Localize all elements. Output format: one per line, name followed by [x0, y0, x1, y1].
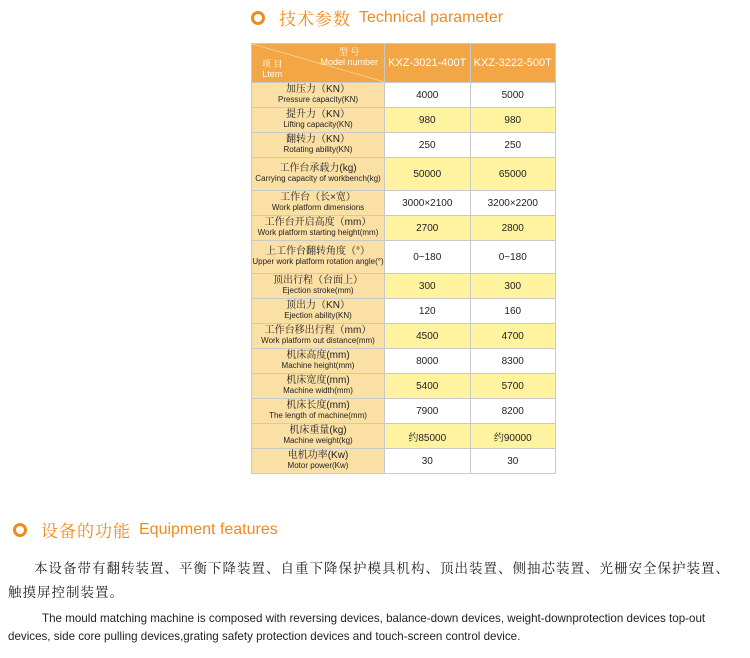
value-cell-model-1: 0~180 — [385, 241, 471, 274]
value-cell-model-2: 300 — [470, 274, 556, 299]
item-name-cn: 上工作台翻转角度（°） — [266, 246, 370, 257]
features-body-en: The mould matching machine is composed with reversing devices, balance-down devices, weight-downprotection devices top-out devices, side core pulling devices,grating safety protection devices and touch-screen control device. — [8, 612, 706, 643]
item-cell — [252, 158, 385, 191]
item-name-cn: 工作台（长×宽） — [280, 192, 356, 203]
technical-parameter-heading — [251, 5, 503, 30]
heading-title-cn: 技术参数 — [279, 10, 351, 30]
value-cell-model-1: 120 — [385, 299, 471, 324]
circle-bullet-icon — [251, 11, 265, 25]
item-name-cn: 机床长度(mm) — [286, 400, 350, 411]
heading-title-en: Equipment features — [139, 520, 278, 538]
value-cell-model-2: 5700 — [470, 374, 556, 399]
value-cell-model-1: 2700 — [385, 216, 471, 241]
table-row — [252, 299, 556, 324]
table-row — [252, 133, 556, 158]
value-cell-model-2: 约90000 — [470, 424, 556, 449]
item-name-cn: 顶出行程（台面上） — [273, 275, 363, 286]
table-row — [252, 424, 556, 449]
value-cell-model-1: 4000 — [385, 83, 471, 108]
model-label-cn: 型 号 — [338, 47, 360, 57]
model-label-en: Model number — [320, 57, 378, 67]
item-name-cn: 顶出力（KN） — [286, 300, 350, 311]
item-cell — [252, 374, 385, 399]
item-name-en: The length of machine(mm) — [269, 411, 367, 420]
item-cell — [252, 241, 385, 274]
table-row — [252, 191, 556, 216]
table-row — [252, 374, 556, 399]
value-cell-model-1: 5400 — [385, 374, 471, 399]
item-cell — [252, 83, 385, 108]
table-row — [252, 449, 556, 474]
value-cell-model-2: 2800 — [470, 216, 556, 241]
item-name-cn: 提升力（KN） — [286, 109, 350, 120]
corner-header-cell — [252, 44, 385, 83]
value-cell-model-2: 0~180 — [470, 241, 556, 274]
item-name-en: Machine weight(kg) — [283, 436, 353, 445]
item-name-en: Upper work platform rotation angle(°) — [252, 257, 384, 266]
value-cell-model-2: 5000 — [470, 83, 556, 108]
model-header-2: KXZ-3222-500T — [470, 44, 556, 83]
item-label-en: Ltem — [262, 69, 283, 79]
circle-bullet-icon — [13, 523, 27, 537]
item-name-en: Machine height(mm) — [281, 361, 355, 370]
value-cell-model-1: 7900 — [385, 399, 471, 424]
value-cell-model-1: 980 — [385, 108, 471, 133]
table-row — [252, 399, 556, 424]
table-row — [252, 158, 556, 191]
item-name-cn: 机床高度(mm) — [286, 350, 350, 361]
value-cell-model-2: 160 — [470, 299, 556, 324]
value-cell-model-2: 250 — [470, 133, 556, 158]
value-cell-model-2: 8200 — [470, 399, 556, 424]
item-name-cn: 工作台承载力(kg) — [279, 163, 357, 174]
item-cell — [252, 349, 385, 374]
item-cell — [252, 274, 385, 299]
value-cell-model-1: 250 — [385, 133, 471, 158]
spec-table — [251, 43, 556, 474]
item-name-cn: 机床宽度(mm) — [286, 375, 350, 386]
value-cell-model-2: 30 — [470, 449, 556, 474]
item-cell — [252, 399, 385, 424]
item-name-en: Work platform dimensions — [271, 203, 365, 212]
table-row — [252, 349, 556, 374]
item-name-en: Motor power(Kw) — [287, 461, 349, 470]
value-cell-model-1: 8000 — [385, 349, 471, 374]
item-name-cn: 加压力（KN） — [286, 84, 350, 95]
item-label-cn: 项 目 — [262, 59, 283, 69]
item-cell — [252, 424, 385, 449]
item-name-cn: 机床重量(kg) — [289, 425, 347, 436]
value-cell-model-2: 65000 — [470, 158, 556, 191]
table-row — [252, 324, 556, 349]
value-cell-model-1: 30 — [385, 449, 471, 474]
value-cell-model-2: 3200×2200 — [470, 191, 556, 216]
value-cell-model-2: 980 — [470, 108, 556, 133]
item-name-cn: 工作台开启高度（mm） — [264, 217, 372, 228]
item-cell — [252, 449, 385, 474]
item-name-en: Work platform out distance(mm) — [261, 336, 375, 345]
table-row — [252, 241, 556, 274]
value-cell-model-1: 3000×2100 — [385, 191, 471, 216]
item-name-cn: 翻转力（KN） — [286, 134, 350, 145]
value-cell-model-1: 约85000 — [385, 424, 471, 449]
features-body-cn: 本设备带有翻转装置、平衡下降装置、自重下降保护模具机构、顶出装置、侧抽芯装置、光栅安全保护装置、触摸屏控制装置。 — [8, 561, 730, 601]
table-row — [252, 274, 556, 299]
item-name-en: Lifting capacity(KN) — [283, 120, 353, 129]
heading-title-cn: 设备的功能 — [41, 522, 131, 542]
item-cell — [252, 133, 385, 158]
item-name-en: Ejection stroke(mm) — [282, 286, 354, 295]
table-row — [252, 108, 556, 133]
item-cell — [252, 108, 385, 133]
value-cell-model-1: 300 — [385, 274, 471, 299]
value-cell-model-1: 4500 — [385, 324, 471, 349]
value-cell-model-1: 50000 — [385, 158, 471, 191]
item-name-en: Pressure capacity(KN) — [277, 95, 359, 104]
heading-title-en: Technical parameter — [359, 8, 504, 26]
item-name-cn: 电机功率(Kw) — [287, 450, 349, 461]
item-cell — [252, 299, 385, 324]
value-cell-model-2: 4700 — [470, 324, 556, 349]
item-name-en: Carrying capacity of workbench(kg) — [255, 174, 381, 183]
item-cell — [252, 324, 385, 349]
item-cell — [252, 191, 385, 216]
item-name-en: Ejection ability(KN) — [284, 311, 352, 320]
model-header-1: KXZ-3021-400T — [385, 44, 471, 83]
item-cell — [252, 216, 385, 241]
value-cell-model-2: 8300 — [470, 349, 556, 374]
item-name-cn: 工作台移出行程（mm） — [264, 325, 372, 336]
table-row — [252, 83, 556, 108]
item-name-en: Rotating ability(KN) — [283, 145, 353, 154]
equipment-features-heading — [13, 517, 278, 542]
item-name-en: Work platform starting height(mm) — [257, 228, 379, 237]
spec-table-header — [252, 44, 556, 83]
item-name-en: Machine width(mm) — [283, 386, 353, 395]
table-row — [252, 216, 556, 241]
